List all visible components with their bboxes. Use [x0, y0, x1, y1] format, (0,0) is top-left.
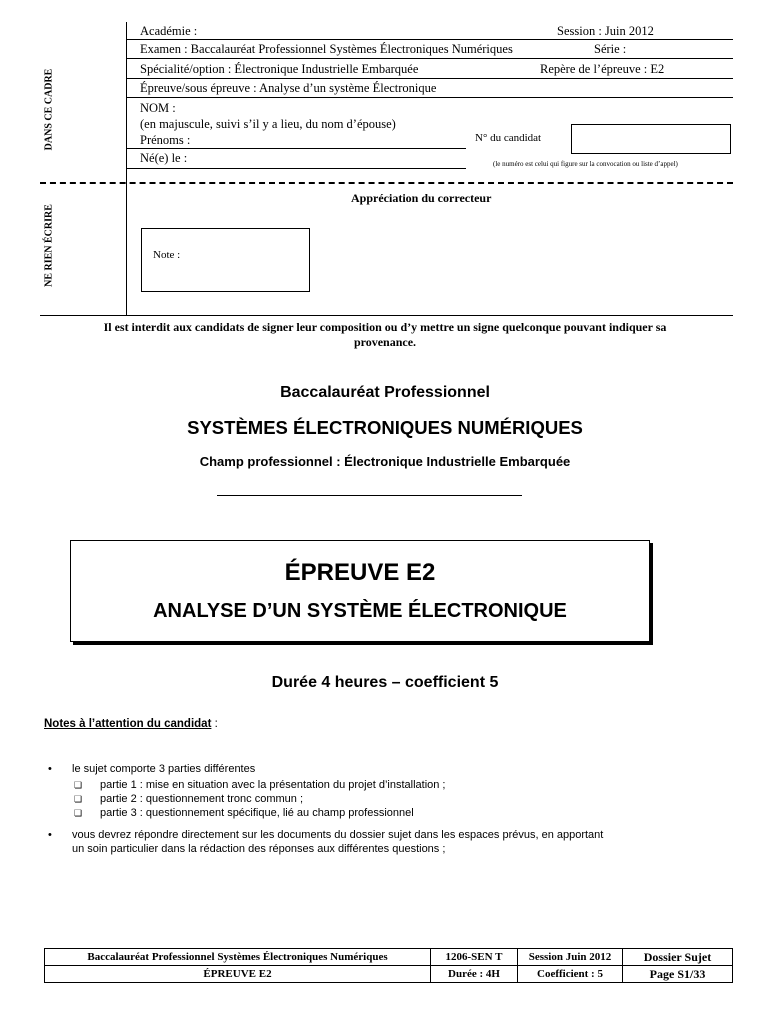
list-subitem-text: partie 3 : questionnement spécifique, lié au champ professionnel [100, 807, 414, 819]
footer-page: Page S1/33 [623, 966, 733, 983]
candidat-number-label: N° du candidat [475, 132, 542, 144]
candidat-number-field[interactable] [571, 124, 731, 154]
footer-epreuve: ÉPREUVE E2 [45, 966, 431, 983]
rule [126, 148, 466, 149]
champ-title: Champ professionnel : Électronique Industrielle Embarquée [199, 454, 571, 469]
session-label: Session : Juin 2012 [557, 24, 654, 38]
list-item-text: vous devrez répondre directement sur les documents du dossier sujet dans les espaces prévus, en apportant [72, 829, 604, 841]
repere-label: Repère de l’épreuve : E2 [540, 62, 665, 76]
sen-title: SYSTÈMES ÉLECTRONIQUES NUMÉRIQUES [187, 417, 583, 438]
side-label-top: DANS CE CADRE [43, 68, 55, 151]
notes-heading [44, 718, 218, 730]
duree-title: Durée 4 heures – coefficient 5 [271, 674, 499, 691]
cut-line [40, 182, 733, 184]
note-label: Note : [153, 249, 181, 261]
checkbox-icon: ❏ [74, 780, 83, 790]
rule [126, 97, 733, 98]
bac-title: Baccalauréat Professionnel [280, 384, 490, 401]
nom-label: NOM : [140, 101, 176, 115]
title-separator [217, 495, 522, 496]
notes-list [44, 762, 734, 856]
list-subitem [44, 778, 734, 792]
nom-note: (en majuscule, suivi s’il y a lieu, du nom d’épouse) [140, 117, 396, 131]
list-subitem-text: partie 1 : mise en situation avec la présentation du projet d’installation ; [100, 779, 446, 791]
appreciation-label: Appréciation du correcteur [351, 191, 492, 205]
notes-heading-text: Notes à l’attention du candidat [44, 718, 212, 730]
side-label-bottom: NE RIEN ÉCRIRE [43, 204, 55, 287]
list-item-text: un soin particulier dans la rédaction des réponses aux différentes questions ; [72, 843, 446, 855]
note-box[interactable] [141, 228, 310, 292]
checkbox-icon: ❏ [74, 794, 83, 804]
warning-text [0, 320, 770, 350]
footer-session: Session Juin 2012 [518, 949, 623, 966]
footer-title: Baccalauréat Professionnel Systèmes Électroniques Numériques [45, 949, 431, 966]
list-item-text: le sujet comporte 3 parties différentes [72, 763, 256, 775]
rule [126, 78, 733, 79]
nee-le-label: Né(e) le : [140, 151, 188, 165]
analyse-title: ANALYSE D’UN SYSTÈME ÉLECTRONIQUE [153, 600, 567, 622]
bullet-icon: • [48, 829, 52, 841]
rule [126, 168, 466, 169]
rule [126, 58, 733, 59]
footer-duree: Durée : 4H [431, 966, 518, 983]
list-item [44, 828, 734, 856]
epreuve-title: ÉPREUVE E2 [284, 559, 436, 586]
bullet-icon: • [48, 763, 52, 775]
warning-line-2: provenance. [353, 335, 417, 349]
warning-line-1: Il est interdit aux candidats de signer leur composition ou d’y mettre un signe quelconque pouvant indiquer sa [103, 320, 667, 334]
candidat-number-note: (le numéro est celui qui figure sur la convocation ou liste d’appel) [493, 160, 678, 168]
footer-coefficient: Coefficient : 5 [518, 966, 623, 983]
list-subitem [44, 806, 734, 820]
footer-table [44, 948, 733, 983]
list-subitem-text: partie 2 : questionnement tronc commun ; [100, 793, 303, 805]
list-item [44, 762, 734, 776]
rule [40, 315, 733, 316]
examen-label: Examen : Baccalauréat Professionnel Systèmes Électroniques Numériques [140, 42, 513, 56]
specialite-label: Spécialité/option : Électronique Industrielle Embarquée [140, 62, 419, 76]
footer-code: 1206-SEN T [431, 949, 518, 966]
list-subitem [44, 792, 734, 806]
epreuve-label: Épreuve/sous épreuve : Analyse d’un système Électronique [140, 81, 437, 95]
academie-label: Académie : [140, 24, 198, 38]
checkbox-icon: ❏ [74, 808, 83, 818]
header-vertical-rule [126, 22, 127, 316]
epreuve-title-box [70, 540, 650, 642]
notes-heading-suffix: : [211, 718, 218, 730]
serie-label: Série : [594, 42, 627, 56]
footer-dossier: Dossier Sujet [623, 949, 733, 966]
rule [126, 39, 733, 40]
prenoms-label: Prénoms : [140, 133, 191, 147]
